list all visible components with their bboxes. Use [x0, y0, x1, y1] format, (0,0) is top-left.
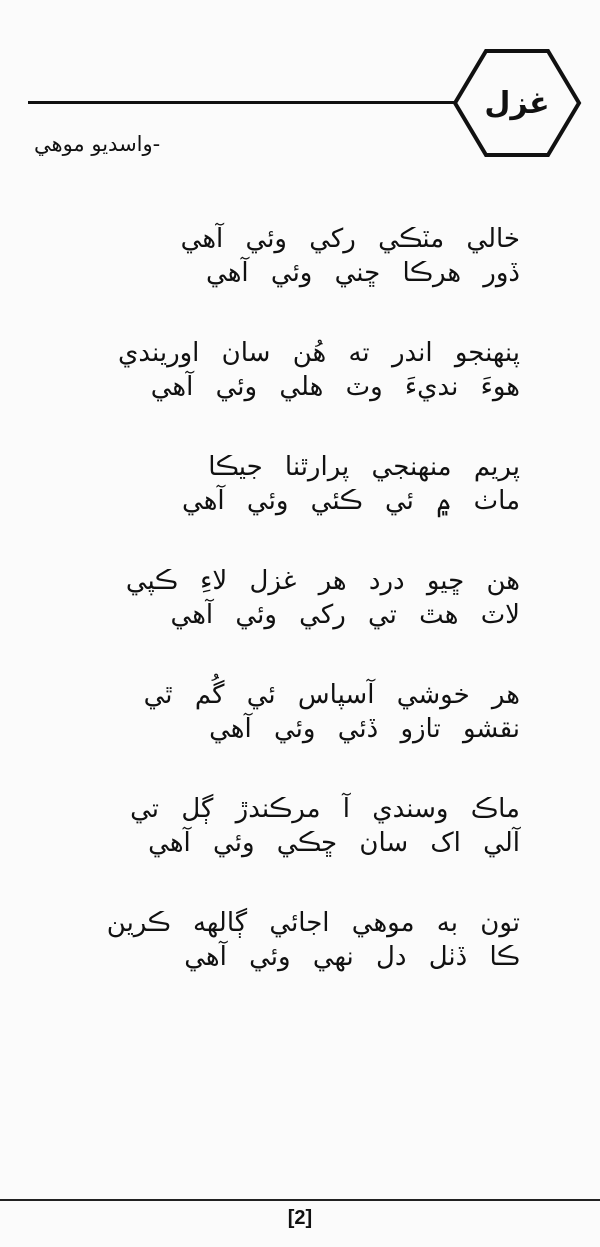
- poem-line: ماڪ وسندي آ مرڪندڙ ڳل تي: [130, 794, 520, 824]
- poem-line: ماٺ ۾ ئي ڪئي وئي آهي: [182, 486, 520, 516]
- footer-rule: [0, 1199, 600, 1201]
- poem-line: آلي اک سان ڇڪي وئي آهي: [148, 828, 520, 858]
- title-hexagon: [452, 48, 582, 158]
- stanza: [80, 336, 520, 404]
- author-name: -واسديو موهي: [34, 132, 161, 156]
- poem-line: لاٽ هٿ تي رکي وئي آهي: [170, 600, 520, 630]
- page-number: [2]: [287, 1207, 313, 1229]
- poem-line: خالي مٽڪي رکي وئي آهي: [180, 224, 520, 254]
- poem-line: ڏور هرڪا ڇني وئي آهي: [206, 258, 520, 288]
- poem-line: هر خوشي آسپاس ئي گُم ٿي: [143, 680, 520, 710]
- poem-line: نقشو تازو ڏئي وئي آهي: [209, 714, 520, 744]
- poem-line: پريم منهنجي پرارٿنا جيڪا: [208, 452, 520, 482]
- poem-line: هن ڇيو درد هر غزل لاءِ ڪپي: [125, 566, 520, 596]
- poem-line: هوءَ نديءَ وٽ هلي وئي آهي: [150, 372, 520, 402]
- stanza: [80, 906, 520, 974]
- poem-form-title: غزل: [484, 85, 550, 121]
- poem-line: پنهنجو اندر ته هُن سان اوريندي: [117, 338, 520, 368]
- stanza: [80, 450, 520, 518]
- stanza: [80, 564, 520, 632]
- poem-body: [80, 222, 520, 1020]
- stanza: [80, 792, 520, 860]
- poem-line: تون به موهي اجائي ڳالهه ڪرين: [106, 908, 520, 938]
- header-rule: [28, 101, 468, 104]
- stanza: [80, 222, 520, 290]
- stanza: [80, 678, 520, 746]
- poem-line: ڪا ڏٺل دل نهي وئي آهي: [184, 942, 520, 972]
